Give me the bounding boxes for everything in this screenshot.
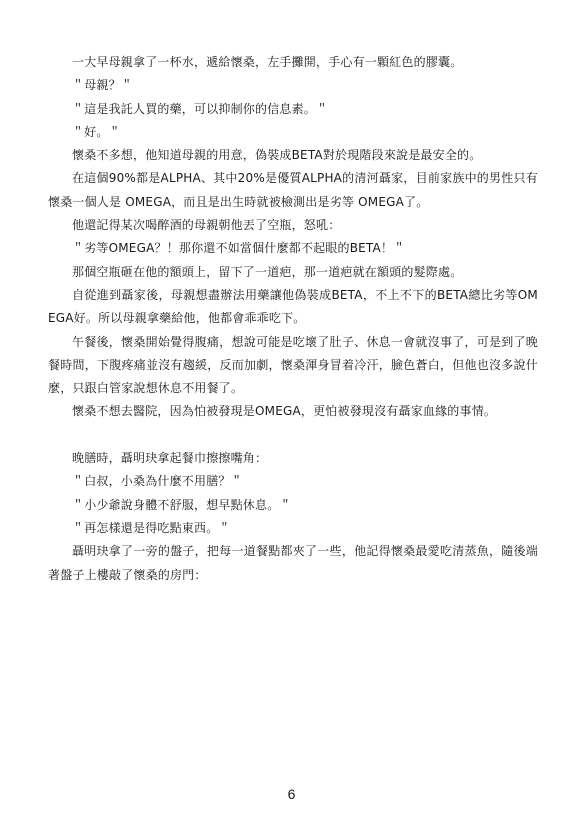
blank-line (48, 424, 538, 447)
paragraph: 懷桑不想去醫院，因為怕被發現是OMEGA，更怕被發現沒有聶家血緣的事情。 (72, 404, 497, 419)
paragraph: 聶明玦拿了一旁的盤子，把每一道餐點都夾了一些，他記得懷桑最愛吃清蒸魚，隨後端著盤子上樓敲了懷桑的房門： (48, 544, 538, 582)
page-number: 6 (287, 786, 296, 802)
paragraph: 一大早母親拿了一杯水，遞給懷桑，左手攤開，手心有一顆紅色的膠囊。 (72, 55, 463, 69)
paragraph: ＂母親？＂ (72, 78, 134, 93)
paragraph: ＂這是我託人買的藥，可以抑制你的信息素。＂ (72, 101, 329, 116)
paragraph: ＂好。＂ (72, 124, 121, 139)
paragraph: 自從進到聶家後，母親想盡辦法用藥讓他偽裝成BETA，不上不下的BETA總比劣等OMEGA好。所以母親拿藥給他，他都會乖乖吃下。 (48, 287, 538, 326)
paragraph: ＂小少爺說身體不舒服，想早點休息。＂ (72, 497, 292, 512)
paragraph: 他還記得某次喝醉酒的母親朝他丟了空瓶，怒吼： (72, 218, 341, 233)
paragraph: ＂再怎樣還是得吃點東西。＂ (72, 520, 231, 535)
paragraph: ＂白叔，小桑為什麼不用膳？＂ (72, 474, 243, 489)
body-text (48, 51, 538, 587)
paragraph: 午餐後，懷桑開始覺得腹痛，想說可能是吃壞了肚子、休息一會就沒事了，可是到了晚餐時間，下腹疼痛並沒有趨緩，反而加劇，懷桑渾身冒着冷汗，臉色蒼白，但他也沒多說什麼，只跟白管家說想休息不用餐了。 (48, 334, 538, 396)
paragraph: 晚膳時，聶明玦拿起餐巾擦擦嘴角： (72, 451, 268, 466)
paragraph: 懷桑不多想，他知道母親的用意，偽裝成BETA對於現階段來說是最安全的。 (72, 148, 482, 163)
paragraph: 在這個90%都是ALPHA、其中20%是優質ALPHA的清河聶家，目前家族中的男性只有懷桑一個人是 OMEGA，而且是出生時就被檢測出是劣等 OMEGA了。 (48, 171, 538, 209)
paragraph: 那個空瓶砸在他的額頭上，留下了一道疤，那一道疤就在額頭的髮際處。 (72, 264, 463, 279)
paragraph: ＂劣等OMEGA？！那你還不如當個什麼都不起眼的BETA！＂ (72, 241, 406, 256)
